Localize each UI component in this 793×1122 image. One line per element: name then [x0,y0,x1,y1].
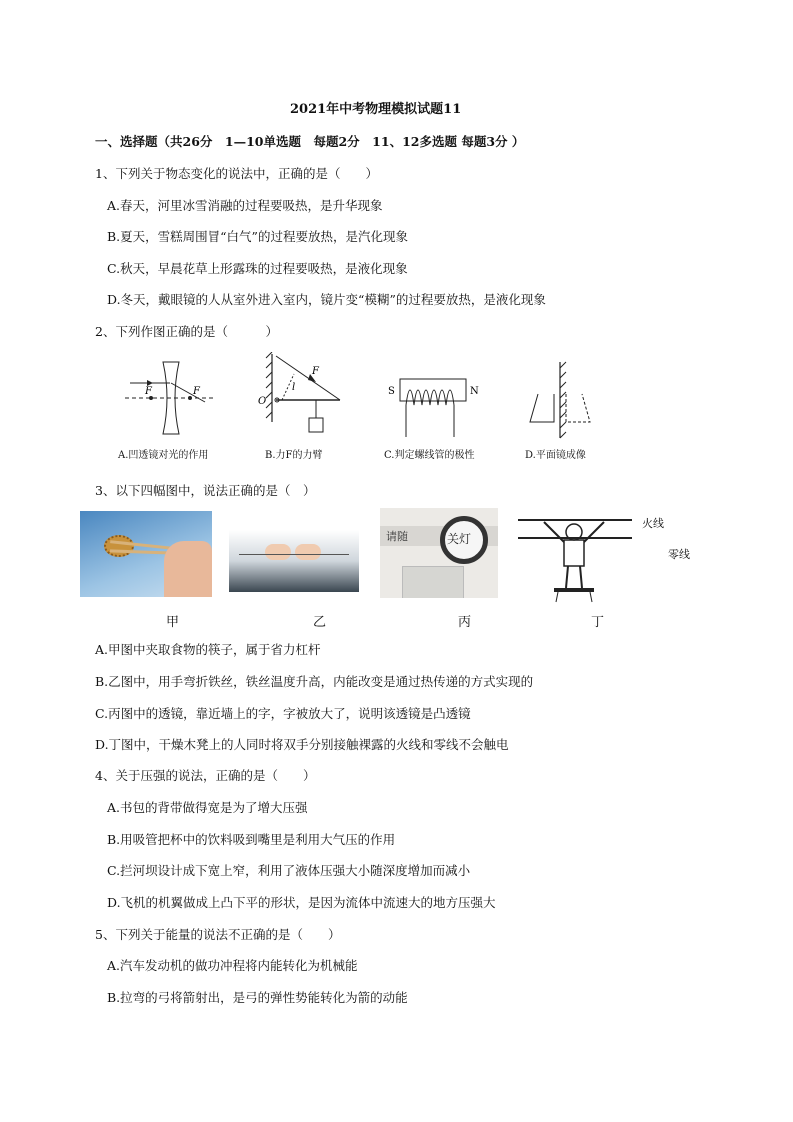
q3-option-c: C.丙图中的透镜，靠近墙上的字，字被放大了，说明该透镜是凸透镜 [95,706,471,721]
wire-live-label: 火线 [642,517,664,530]
q4-option-b: B.用吸管把杯中的饮料吸到嘴里是利用大气压的作用 [107,832,396,847]
q2-stem: 2、下列作图正确的是（ ） [95,324,278,339]
q3-option-a: A.甲图中夹取食物的筷子，属于省力杠杆 [95,642,321,657]
photo-chopsticks [80,511,212,597]
arm-label: l [292,382,296,393]
pole-n: N [470,386,479,397]
q1-option-c: C.秋天，早晨花草上形露珠的过程要吸热，是液化现象 [107,261,408,276]
q4-option-a: A.书包的背带做得宽是为了增大压强 [107,800,308,815]
q3-option-d: D.丁图中，干燥木凳上的人同时将双手分别接触裸露的火线和零线不会触电 [95,737,509,752]
section-heading: 一、选择题（共26分 1—10单选题 每题2分 11、12多选题 每题3分 ） [95,134,525,149]
q4-option-d: D.飞机的机翼做成上凸下平的形状，是因为流体中流速大的地方压强大 [107,895,496,910]
pole-s: S [388,386,395,397]
photo-label-yi: 乙 [313,615,327,630]
photo-label-bing: 丙 [458,615,472,630]
lever-diagram [258,352,348,444]
page-title: 2021年中考物理模拟试题11 [290,102,462,117]
pivot-label: O [258,396,267,407]
q1-option-b: B.夏天，雪糕周围冒“白气”的过程要放热，是汽化现象 [107,229,408,244]
photo-label-ding: 丁 [591,615,605,630]
caption-b: B.力F的力臂 [265,450,323,461]
force-label: F [312,366,319,377]
q4-stem: 4、关于压强的说法，正确的是（ ） [95,768,316,783]
concave-lens-diagram [125,360,215,440]
solenoid-diagram [388,375,483,439]
sign-banner: 请随 [386,530,408,543]
focal-label-left: F [145,386,152,397]
caption-a: A.凹透镜对光的作用 [118,450,209,461]
photo-magnifier [380,508,498,598]
q3-option-b: B.乙图中，用手弯折铁丝，铁丝温度升高，内能改变是通过热传递的方式实现的 [95,674,534,689]
q1-stem: 1、下列关于物态变化的说法中，正确的是（ ） [95,166,378,181]
q5-option-a: A.汽车发动机的做功冲程将内能转化为机械能 [107,958,358,973]
photo-bending-wire [229,530,359,592]
q5-option-b: B.拉弯的弓将箭射出，是弓的弹性势能转化为箭的动能 [107,990,408,1005]
q5-stem: 5、下列关于能量的说法不正确的是（ ） [95,927,341,942]
electric-wire-figure [514,512,634,604]
photo-label-jia: 甲 [166,615,180,630]
q1-option-d: D.冬天，戴眼镜的人从室外进入室内，镜片变“模糊”的过程要放热，是液化现象 [107,292,546,307]
q1-option-a: A.春天，河里冰雪消融的过程要吸热，是升华现象 [107,198,383,213]
focal-label-right: F [193,386,200,397]
plane-mirror-diagram [524,360,594,440]
wire-neutral-label: 零线 [668,548,690,561]
caption-d: D.平面镜成像 [525,450,586,461]
sign-text: 关灯 [447,532,472,546]
q4-option-c: C.拦河坝设计成下宽上窄，利用了液体压强大小随深度增加而减小 [107,863,471,878]
caption-c: C.判定螺线管的极性 [384,450,475,461]
q3-stem: 3、以下四幅图中，说法正确的是（ ） [95,483,316,498]
